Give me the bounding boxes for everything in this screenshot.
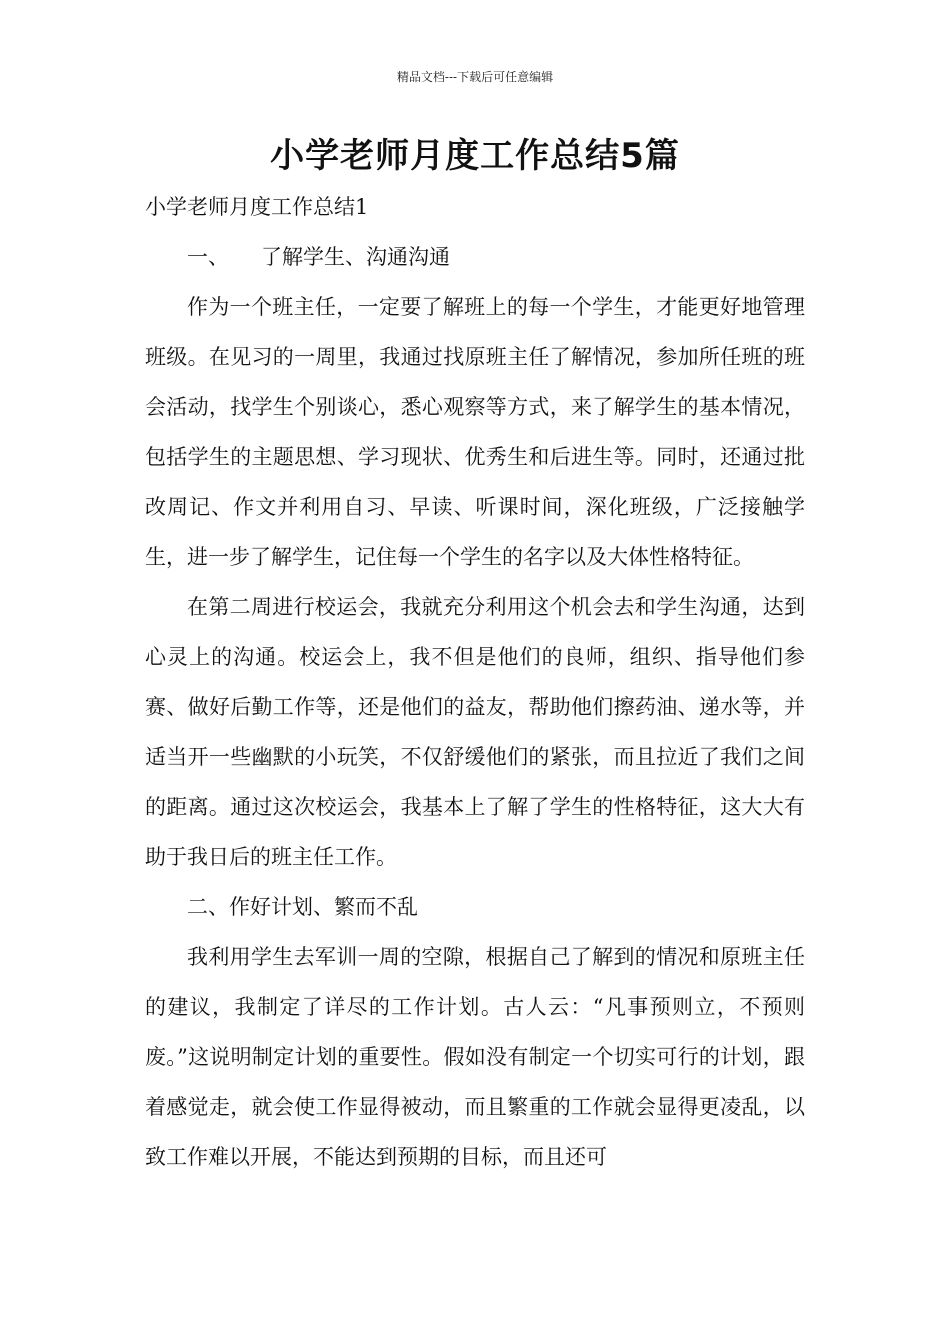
paragraph: 我利用学生去军训一周的空隙，根据自己了解到的情况和原班主任的建议，我制定了详尽的工作计划。古人云：“凡事预则立，不预则废。”这说明制定计划的重要性。假如没有制定一个切实可行的计划，跟着感觉走，就会使工作显得被动，而且繁重的工作就会显得更凌乱，以致工作难以开展，不能达到预期的目标，而且还可 [145,945,805,1169]
section-heading-text: 了解学生、沟通沟通 [261,245,450,269]
header-note: 精品文档---下载后可任意编辑 [396,70,554,84]
document-title: 小学老师月度工作总结5篇 [270,136,680,176]
section-heading-2: 二、作好计划、繁而不乱 [187,895,418,919]
section-heading-number: 一、 [187,245,229,269]
paragraph: 在第二周进行校运会，我就充分利用这个机会去和学生沟通，达到心灵上的沟通。校运会上，我不但是他们的良师，组织、指导他们参赛、做好后勤工作等，还是他们的益友，帮助他们擦药油、递水等，并适当开一些幽默的小玩笑，不仅舒缓他们的紧张，而且拉近了我们之间的距离。通过这次校运会，我基本上了解了学生的性格特征，这大大有助于我日后的班主任工作。 [145,595,805,869]
document-body [145,182,805,1182]
section-heading-1 [145,232,805,282]
document-subtitle: 小学老师月度工作总结1 [145,195,369,219]
paragraph: 作为一个班主任，一定要了解班上的每一个学生，才能更好地管理班级。在见习的一周里，我通过找原班主任了解情况，参加所任班的班会活动，找学生个别谈心，悉心观察等方式，来了解学生的基本情况，包括学生的主题思想、学习现状、优秀生和后进生等。同时，还通过批改周记、作文并利用自习、早读、听课时间，深化班级，广泛接触学生，进一步了解学生，记住每一个学生的名字以及大体性格特征。 [145,295,805,569]
